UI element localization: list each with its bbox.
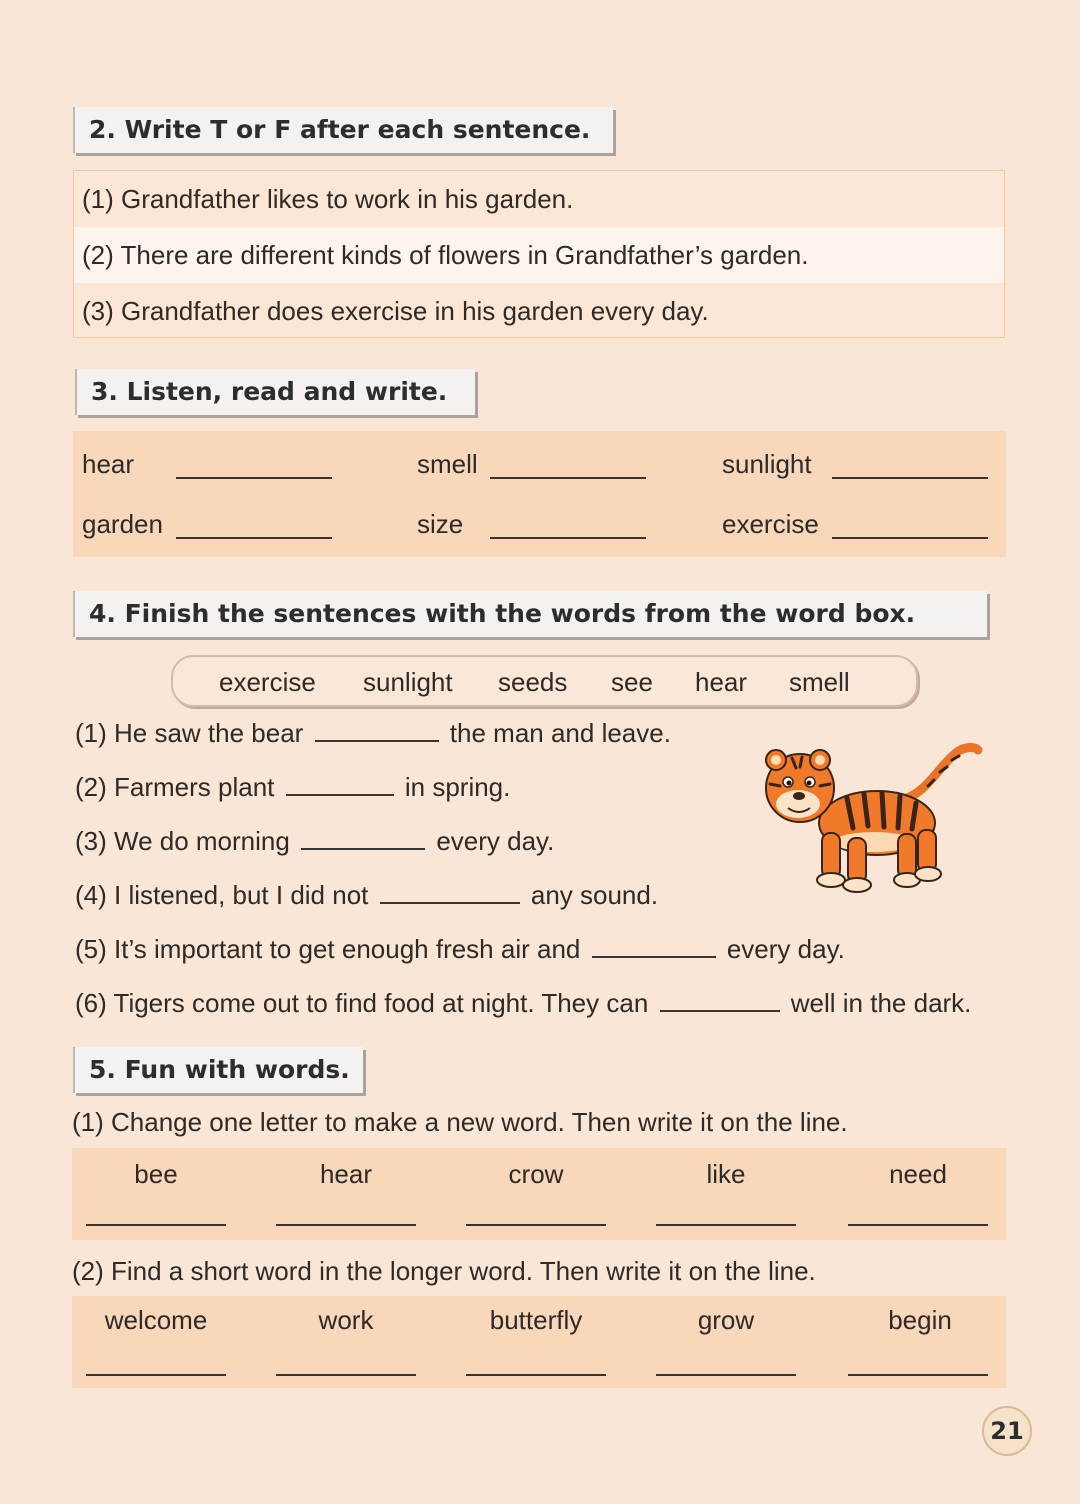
tiger-illustration bbox=[752, 738, 984, 898]
section-5-title: 5. Fun with words. bbox=[73, 1047, 363, 1093]
sentence bbox=[75, 826, 554, 857]
sentence-start: (5) It’s important to get enough fresh air and bbox=[75, 934, 581, 964]
word-box-item: exercise bbox=[219, 667, 316, 697]
word-label: smell bbox=[417, 449, 478, 479]
sentence bbox=[75, 934, 845, 965]
answer-line[interactable] bbox=[176, 477, 332, 479]
word-label: hear bbox=[319, 1159, 373, 1189]
answer-line[interactable] bbox=[176, 537, 332, 539]
sentence-end: every day. bbox=[726, 934, 845, 964]
word-box-item: seeds bbox=[498, 667, 568, 697]
word-label: exercise bbox=[722, 509, 819, 539]
section-3-title: 3. Listen, read and write. bbox=[75, 369, 475, 415]
word-box-item: smell bbox=[789, 667, 850, 697]
word-label: butterfly bbox=[489, 1305, 583, 1335]
answer-line[interactable] bbox=[656, 1224, 796, 1226]
word-box-item: see bbox=[611, 667, 653, 697]
word-label: crow bbox=[508, 1159, 564, 1189]
tf-item: (1) Grandfather likes to work in his garden. bbox=[82, 184, 574, 214]
word-label: garden bbox=[82, 509, 163, 539]
answer-line[interactable] bbox=[848, 1224, 988, 1226]
tf-item: (2) There are different kinds of flowers in Grandfather’s garden. bbox=[74, 227, 1004, 283]
tf-item: (3) Grandfather does exercise in his garden every day. bbox=[82, 296, 709, 326]
answer-line[interactable] bbox=[466, 1224, 606, 1226]
word-label: sunlight bbox=[722, 449, 812, 479]
answer-line[interactable] bbox=[832, 537, 988, 539]
answer-line[interactable] bbox=[490, 477, 646, 479]
section-4-title: 4. Finish the sentences with the words from the word box. bbox=[73, 591, 987, 637]
sentence-start: (2) Farmers plant bbox=[75, 772, 275, 802]
answer-line[interactable] bbox=[848, 1374, 988, 1376]
word-box-item: sunlight bbox=[363, 667, 453, 697]
answer-line[interactable] bbox=[315, 718, 439, 742]
sentence-end: the man and leave. bbox=[449, 718, 671, 748]
answer-line[interactable] bbox=[276, 1374, 416, 1376]
word-label: need bbox=[889, 1159, 947, 1189]
word-box bbox=[171, 655, 918, 707]
section-2-title: 2. Write T or F after each sentence. bbox=[73, 107, 613, 153]
word-label: begin bbox=[888, 1305, 952, 1335]
word-label: welcome bbox=[104, 1305, 208, 1335]
word-label: work bbox=[318, 1305, 374, 1335]
answer-line[interactable] bbox=[660, 988, 780, 1012]
sentence bbox=[75, 718, 671, 749]
instruction: (2) Find a short word in the longer word. Then write it on the line. bbox=[72, 1256, 816, 1286]
answer-line[interactable] bbox=[466, 1374, 606, 1376]
sentence bbox=[75, 772, 510, 803]
sentence-start: (4) I listened, but I did not bbox=[75, 880, 369, 910]
instruction: (1) Change one letter to make a new word. Then write it on the line. bbox=[72, 1107, 848, 1137]
sentence bbox=[75, 880, 658, 911]
sentence-end: well in the dark. bbox=[790, 988, 972, 1018]
sentence-end: any sound. bbox=[530, 880, 659, 910]
answer-line[interactable] bbox=[490, 537, 646, 539]
page-number: 21 bbox=[990, 1417, 1024, 1445]
true-false-box bbox=[73, 170, 1005, 338]
sentence-start: (1) He saw the bear bbox=[75, 718, 304, 748]
answer-line[interactable] bbox=[86, 1374, 226, 1376]
sentence-end: every day. bbox=[436, 826, 555, 856]
answer-line[interactable] bbox=[276, 1224, 416, 1226]
sentence-start: (6) Tigers come out to find food at night. They can bbox=[75, 988, 649, 1018]
sentence-start: (3) We do morning bbox=[75, 826, 290, 856]
word-label: size bbox=[417, 509, 464, 539]
answer-line[interactable] bbox=[656, 1374, 796, 1376]
answer-line[interactable] bbox=[286, 772, 394, 796]
answer-line[interactable] bbox=[380, 880, 520, 904]
word-box-item: hear bbox=[695, 667, 748, 697]
answer-line[interactable] bbox=[832, 477, 988, 479]
sentence bbox=[75, 988, 971, 1019]
word-label: like bbox=[706, 1159, 746, 1189]
word-label: grow bbox=[697, 1305, 755, 1335]
word-label: hear bbox=[82, 449, 135, 479]
answer-line[interactable] bbox=[592, 934, 716, 958]
word-label: bee bbox=[134, 1159, 178, 1189]
answer-line[interactable] bbox=[301, 826, 425, 850]
answer-line[interactable] bbox=[86, 1224, 226, 1226]
sentence-end: in spring. bbox=[404, 772, 511, 802]
